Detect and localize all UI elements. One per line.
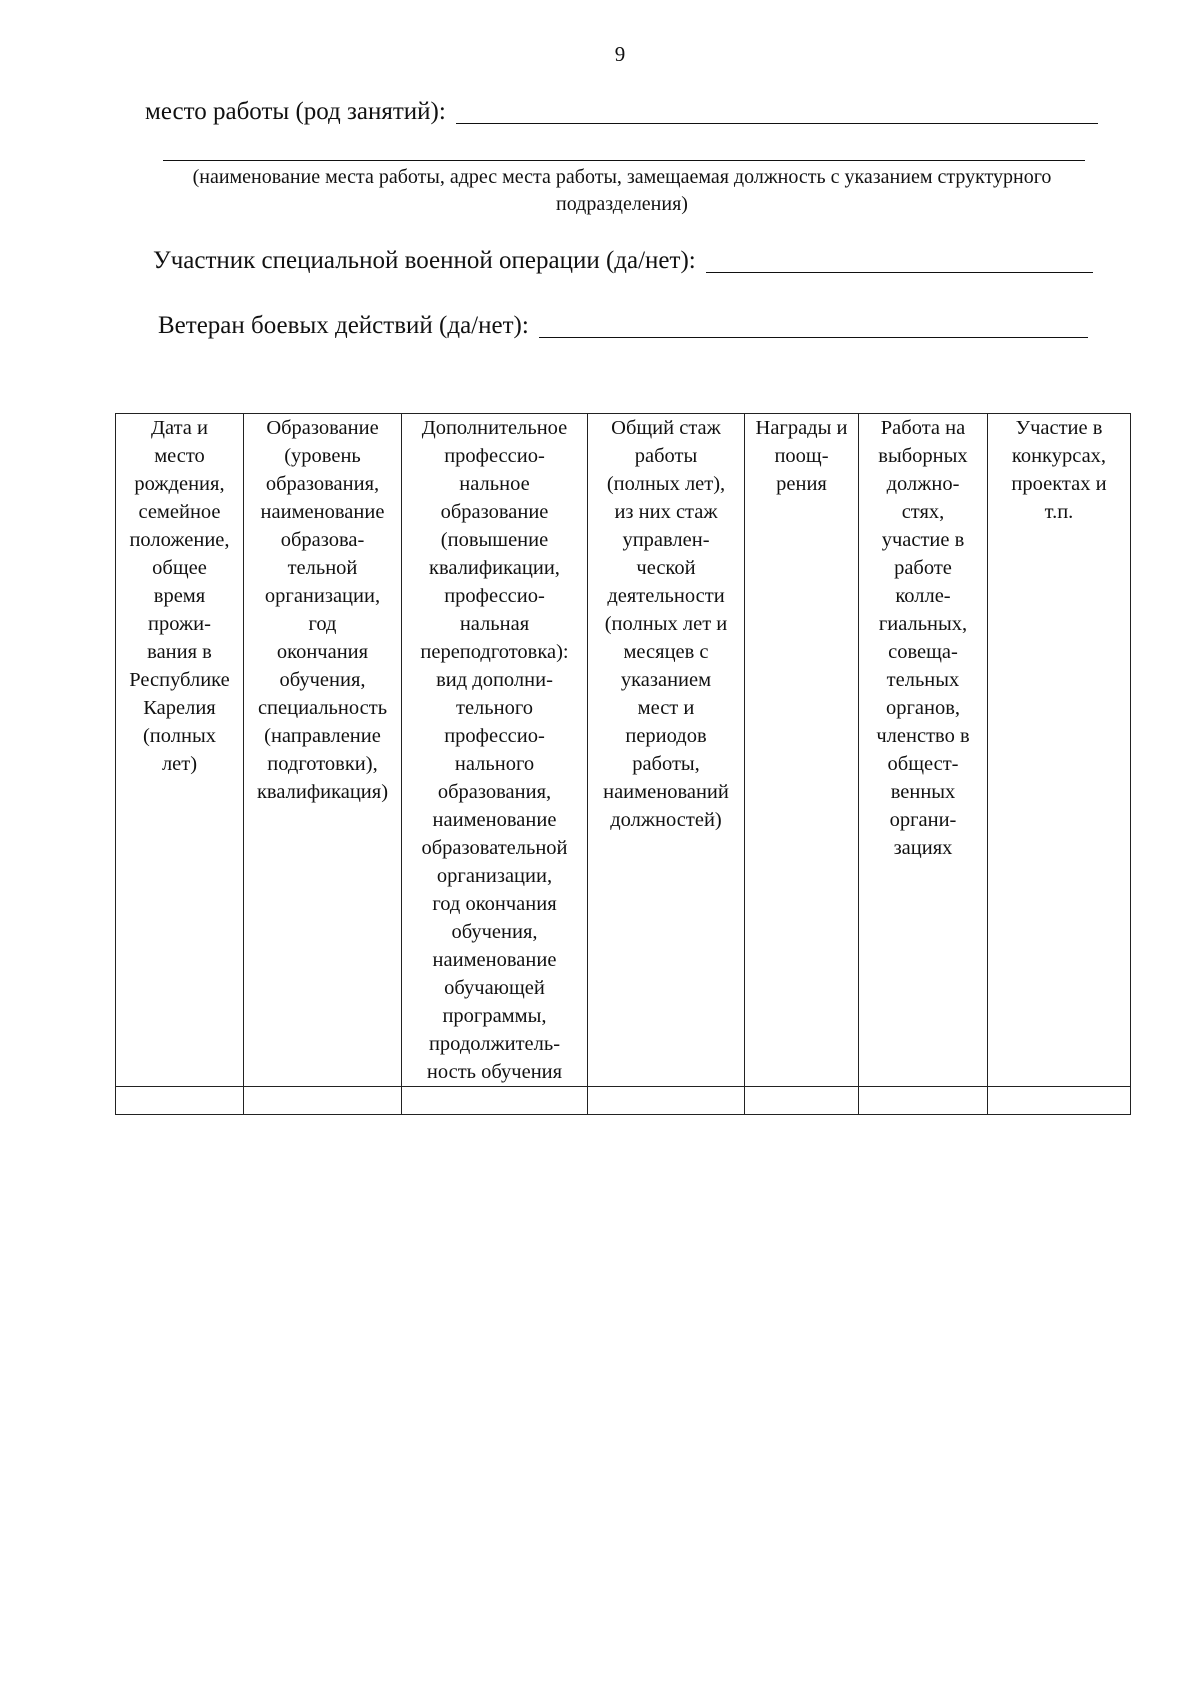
combat-veteran-field — [158, 312, 1088, 340]
table-cell[interactable] — [402, 1087, 588, 1115]
header-awards: Награды и поощ- рения — [745, 414, 859, 1087]
table-cell[interactable] — [244, 1087, 402, 1115]
header-birth-family: Дата и место рождения, семейное положение, общее время прожи- вания в Республике Карелия (полных лет) — [116, 414, 244, 1087]
header-work-experience: Общий стаж работы (полных лет), из них стаж управлен- ческой деятельности (полных лет и месяцев с указанием мест и периодов работы, наименований должностей) — [588, 414, 745, 1087]
header-contests: Участие в конкурсах, проектах и т.п. — [988, 414, 1131, 1087]
table-cell[interactable] — [745, 1087, 859, 1115]
svo-participant-input-line[interactable] — [706, 271, 1093, 273]
table-cell[interactable] — [859, 1087, 988, 1115]
combat-veteran-label: Ветеран боевых действий (да/нет): — [158, 312, 529, 339]
work-place-input-line[interactable] — [456, 122, 1098, 124]
header-additional-education: Дополнительное профессио- нальное образование (повышение квалификации, профессио- нальная переподготовка): вид дополни- тельного профессио- нального образования, наименование образовательной организации, год окончания обучения, наименование обучающей программы, продолжитель- ность обучения — [402, 414, 588, 1087]
work-place-second-line[interactable] — [163, 160, 1085, 161]
header-elected-positions: Работа на выборных должно- стях, участие в работе колле- гиальных, совеща- тельных органов, членство в общест- венных органи- зациях — [859, 414, 988, 1087]
header-education: Образование (уровень образования, наименование образова- тельной организации, год окончания обучения, специальность (направление подготовки), квалификация) — [244, 414, 402, 1087]
table-cell[interactable] — [988, 1087, 1131, 1115]
biography-table — [115, 413, 1131, 1115]
work-place-field — [145, 98, 1098, 126]
table-header-row — [116, 414, 1131, 1087]
table-cell[interactable] — [116, 1087, 244, 1115]
page-number: 9 — [614, 42, 626, 66]
table-row — [116, 1087, 1131, 1115]
work-place-hint: (наименование места работы, адрес места работы, замещаемая должность с указанием структурного подразделения) — [192, 166, 1052, 215]
svo-participant-field — [153, 247, 1093, 275]
table-cell[interactable] — [588, 1087, 745, 1115]
combat-veteran-input-line[interactable] — [539, 336, 1088, 338]
work-place-label: место работы (род занятий): — [145, 98, 446, 125]
svo-participant-label: Участник специальной военной операции (да/нет): — [153, 247, 696, 274]
